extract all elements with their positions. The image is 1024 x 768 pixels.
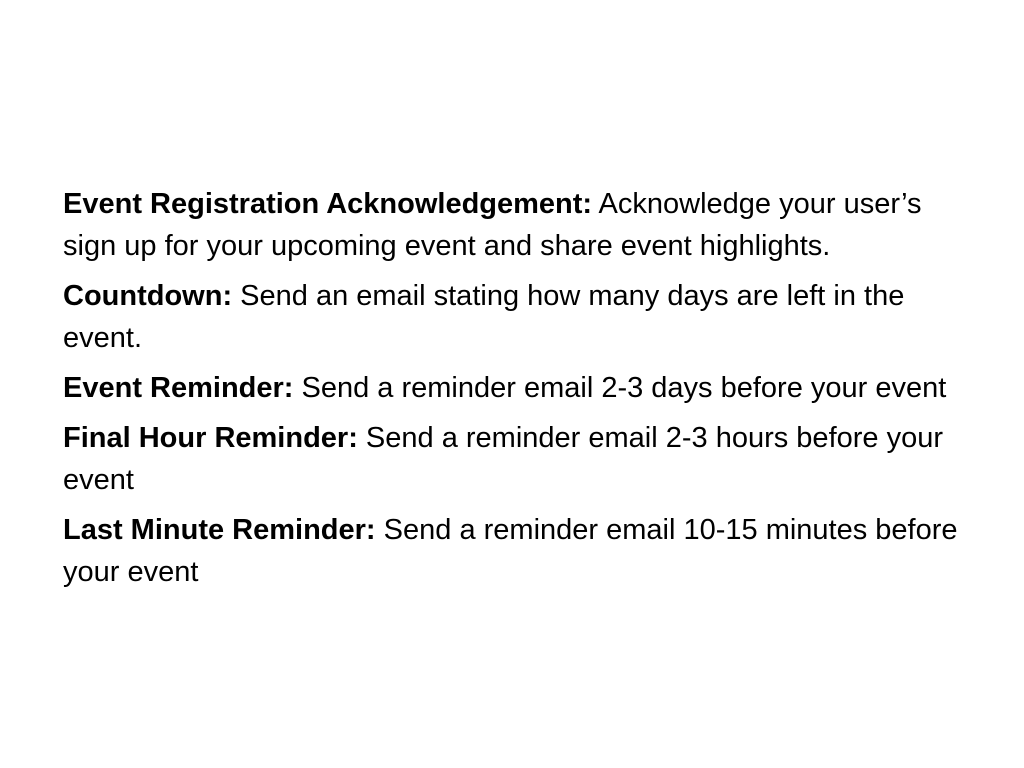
item-description: Send a reminder email 10-15 minutes before your event xyxy=(63,514,958,588)
item-countdown xyxy=(63,275,963,359)
item-last-minute-reminder xyxy=(63,509,963,593)
item-event-reminder xyxy=(63,367,963,409)
item-term: Event Reminder: xyxy=(63,372,294,404)
item-description: Send a reminder email 2-3 days before your event xyxy=(301,372,947,404)
item-term: Final Hour Reminder: xyxy=(63,422,358,454)
item-term: Last Minute Reminder: xyxy=(63,514,376,546)
item-description: Acknowledge your user’s sign up for your upcoming event and share event highlights. xyxy=(63,188,922,262)
item-description: Send an email stating how many days are left in the event. xyxy=(63,280,905,354)
item-description: Send a reminder email 2-3 hours before your event xyxy=(63,422,944,496)
item-term: Countdown: xyxy=(63,280,233,312)
slide-body xyxy=(63,183,963,601)
item-term: Event Registration Acknowledgement: xyxy=(63,188,593,220)
item-event-registration-acknowledgement xyxy=(63,183,963,267)
item-final-hour-reminder xyxy=(63,417,963,501)
